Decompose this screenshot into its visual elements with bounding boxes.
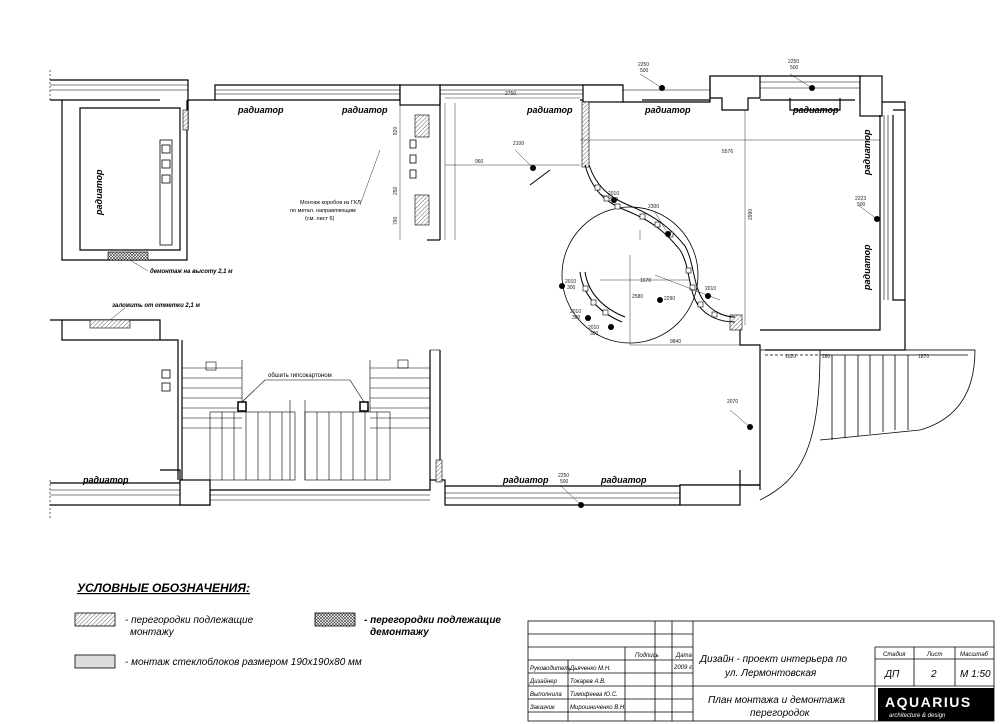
- dim-2290: 2290: [664, 296, 676, 302]
- tb-name-1: Дьяченко М.Н.: [570, 666, 611, 672]
- dimension-lines: [400, 98, 975, 350]
- radiator-label: радиатор: [503, 475, 549, 485]
- radiator-label: радиатор: [238, 105, 284, 115]
- dim-top-a2: 500: [640, 68, 649, 74]
- entry-door: [760, 350, 975, 500]
- dim-door-1620: 1620: [785, 354, 797, 360]
- dim-2990: 2990: [748, 208, 754, 220]
- legend-install-line2: монтажу: [130, 627, 174, 638]
- note-drywall-cover: обшить гипсокартоном: [268, 373, 332, 379]
- dim-960: 960: [475, 159, 484, 165]
- dim-bottom-a: 2250: [558, 473, 570, 479]
- lay-leader: [110, 308, 125, 320]
- partitions-demolish: [108, 252, 148, 260]
- dim-top-a: 2250: [638, 62, 650, 68]
- dim-2010-c: 2010: [570, 309, 582, 315]
- dim-right-a: 2223: [855, 196, 867, 202]
- tb-role-3: Выполнила: [530, 692, 562, 698]
- legend-install-line1: - перегородки подлежащие: [125, 615, 254, 626]
- radiator-label: радиатор: [601, 475, 647, 485]
- radiator-label: радиатор: [862, 244, 872, 290]
- dim-250: 250: [393, 186, 399, 195]
- radiator-label: радиатор: [342, 105, 388, 115]
- cabinet-marks: [160, 140, 416, 391]
- dim-2100: 2100: [513, 141, 525, 147]
- dim-bottom-a2: 500: [560, 479, 569, 485]
- radiator-label: радиатор: [94, 169, 104, 215]
- dim-2010-d2: 300: [590, 331, 599, 337]
- dim-2010-a2: 300: [610, 197, 619, 203]
- radiator-label: радиатор: [645, 105, 691, 115]
- legend-demolish-line1: - перегородки подлежащие: [364, 615, 501, 626]
- staircase-right: [305, 350, 440, 480]
- legend-title: УСЛОВНЫЕ ОБОЗНАЧЕНИЯ:: [77, 581, 251, 595]
- dim-2010-d: 2010: [588, 325, 600, 331]
- demolish-leader: [130, 260, 148, 271]
- radiator-label: радиатор: [527, 105, 573, 115]
- dim-2010-c2: 300: [572, 315, 581, 321]
- tb-project-line1: Дизайн - проект интерьера по: [700, 654, 848, 665]
- dimension-texts: [393, 59, 929, 485]
- legend-swatch-glassblock: [75, 655, 115, 668]
- radiator-label: радиатор: [83, 475, 129, 485]
- radiator-label: радиатор: [793, 105, 839, 115]
- walls: [50, 76, 905, 505]
- dim-820: 820: [393, 126, 399, 135]
- brand-name: AQUARIUS: [885, 694, 972, 710]
- tb-scale-value: М 1:50: [960, 669, 991, 680]
- tb-sheet-line2: перегородок: [750, 708, 810, 719]
- leader-lines: [360, 74, 877, 505]
- dim-door-280: 280: [822, 354, 831, 360]
- dim-2070: 2070: [727, 399, 739, 405]
- tb-role-1: Руководитель: [530, 666, 571, 672]
- brand-subtitle: architecture & design: [889, 713, 946, 719]
- dim-top-b: 2250: [788, 59, 800, 65]
- dim-2750: 2750: [505, 91, 517, 97]
- dim-2010-b2: 300: [567, 285, 576, 291]
- legend-swatch-demolish: [315, 613, 355, 626]
- note-lay-from-mark: заложить от отметки 2,1 м: [112, 303, 200, 309]
- dim-2010-a: 2010: [608, 191, 620, 197]
- dim-2580: 2580: [632, 294, 644, 300]
- window-lines: [50, 70, 888, 520]
- legend-demolish-line2: демонтажу: [370, 627, 429, 638]
- dim-door-1870: 1870: [918, 354, 930, 360]
- drywall-leader: [242, 380, 364, 402]
- tb-name-3: Тимофеева Ю.С.: [570, 692, 618, 698]
- drywall-markers: [238, 402, 368, 411]
- tb-sheet-value: 2: [931, 669, 937, 680]
- radiator-label: радиатор: [862, 129, 872, 175]
- note-metal-boxes-line1: Монтаж коробов из ГКЛ: [300, 200, 361, 206]
- door-swing-line: [530, 170, 550, 185]
- dim-2010-e: 2010: [705, 286, 717, 292]
- legend-swatch-install: [75, 613, 115, 626]
- dim-2010-b: 2010: [565, 279, 577, 285]
- brand-logo: [878, 688, 994, 721]
- tb-stage-value: ДП: [885, 669, 900, 680]
- tb-role-2: Дизайнер: [530, 679, 557, 685]
- legend: [75, 581, 501, 668]
- tb-sheet-label: Лист: [927, 652, 943, 658]
- dim-9840: 9840: [670, 339, 682, 345]
- tb-scale-label: Масштаб: [960, 652, 989, 658]
- tb-project-line2: ул. Лермонтовская: [725, 668, 817, 679]
- legend-glassblock: - монтаж стеклоблоков размером 190х190х80 мм: [125, 657, 362, 668]
- dim-790: 790: [393, 216, 399, 225]
- plan-notes: [112, 200, 361, 379]
- tb-name-2: Токарев А.В.: [570, 679, 606, 685]
- dim-top-b2: 500: [790, 65, 799, 71]
- note-metal-boxes-line3: (см. лист 6): [305, 216, 335, 222]
- tb-sheet-line1: План монтажа и демонтажа: [708, 695, 846, 706]
- tb-col-sign: Подпись: [635, 653, 659, 659]
- dim-5576: 5576: [722, 149, 734, 155]
- note-metal-boxes-line2: по метал. направляющим: [290, 208, 356, 214]
- tb-date-value: 2009 г.: [674, 665, 694, 671]
- note-demolish-height: демонтаж на высоту 2,1 м: [150, 269, 233, 275]
- tb-col-date: Дата: [676, 653, 692, 659]
- tb-stage-label: Стадия: [883, 652, 906, 658]
- dim-1670: 1670: [640, 278, 652, 284]
- tb-role-4: Заказчик: [530, 705, 555, 711]
- dim-right-a2: 500: [857, 202, 866, 208]
- tb-name-4: Мирошниченко В.Н.: [570, 705, 626, 711]
- dim-2300: 2300: [648, 204, 660, 210]
